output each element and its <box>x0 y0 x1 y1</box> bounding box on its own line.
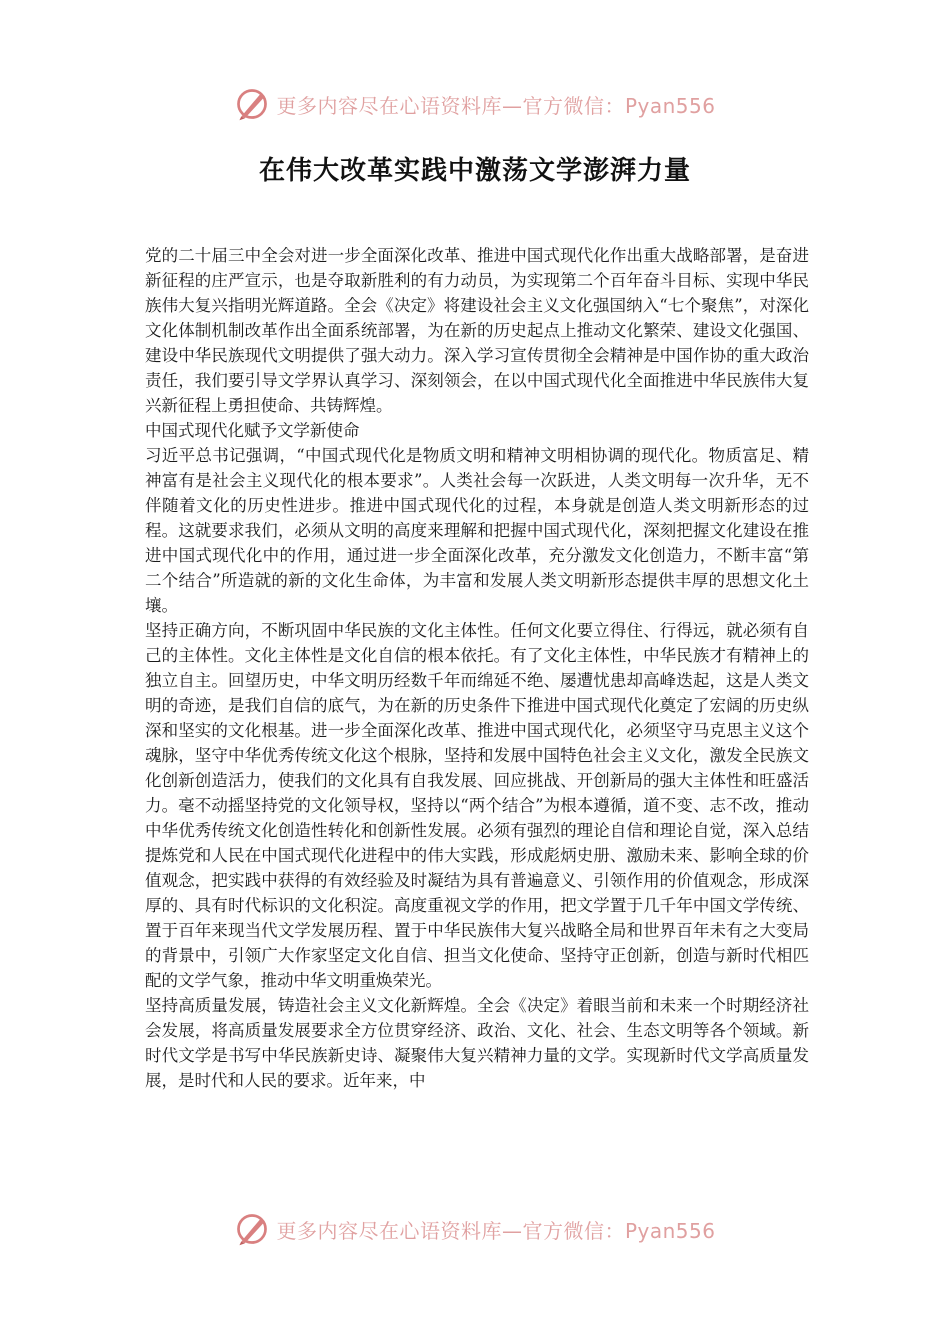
watermark-text: 更多内容尽在心语资料库—官方微信：Pyan556 <box>276 1218 716 1243</box>
watermark-footer <box>0 1207 950 1251</box>
paragraph: 坚持高质量发展，铸造社会主义文化新辉煌。全会《决定》着眼当前和未来一个时期经济社会发展，将高质量发展要求全方位贯穿经济、政治、文化、社会、生态文明等各个领域。新时代文学是书写中华民族新史诗、凝聚伟大复兴精神力量的文学。实现新时代文学高质量发展，是时代和人民的要求。近年来，中 <box>145 996 809 1090</box>
paragraph: 党的二十届三中全会对进一步全面深化改革、推进中国式现代化作出重大战略部署，是奋进新征程的庄严宣示，也是夺取新胜利的有力动员，为实现第二个百年奋斗目标、实现中华民族伟大复兴指明光辉道路。全会《决定》将建设社会主义文化强国纳入“七个聚焦”，对深化文化体制机制改革作出全面系统部署，为在新的历史起点上推动文化繁荣、建设文化强国、建设中华民族现代文明提供了强大动力。深入学习宣传贯彻全会精神是中国作协的重大政治责任，我们要引导文学界认真学习、深刻领会，在以中国式现代化全面推进中华民族伟大复兴新征程上勇担使命、共铸辉煌。 <box>145 246 809 415</box>
document-title: 在伟大改革实践中激荡文学澎湃力量 <box>258 156 691 186</box>
document-body <box>145 243 809 1093</box>
pen-in-circle-logo-icon <box>234 86 270 122</box>
paragraph: 习近平总书记强调，“中国式现代化是物质文明和精神文明相协调的现代化。物质富足、精神富有是社会主义现代化的根本要求”。人类社会每一次跃进，人类文明每一次升华，无不伴随着文化的历史性进步。推进中国式现代化的过程，本身就是创造人类文明新形态的过程。这就要求我们，必须从文明的高度来理解和把握中国式现代化，深刻把握文化建设在推进中国式现代化中的作用，通过进一步全面深化改革，充分激发文化创造力，不断丰富“第二个结合”所造就的新的文化生命体，为丰富和发展人类文明新形态提供丰厚的思想文化土壤。 <box>145 446 809 615</box>
watermark-text: 更多内容尽在心语资料库—官方微信：Pyan556 <box>276 93 716 118</box>
watermark-header <box>0 82 950 126</box>
paragraph: 坚持正确方向，不断巩固中华民族的文化主体性。任何文化要立得住、行得远，就必须有自己的主体性。文化主体性是文化自信的根本依托。有了文化主体性，中华民族才有精神上的独立自主。回望历史，中华文明历经数千年而绵延不绝、屡遭忧患却高峰迭起，这是人类文明的奇迹，是我们自信的底气，为在新的历史条件下推进中国式现代化奠定了宏阔的历史纵深和坚实的文化根基。进一步全面深化改革、推进中国式现代化，必须坚守马克思主义这个魂脉，坚守中华优秀传统文化这个根脉，坚持和发展中国特色社会主义文化，激发全民族文化创新创造活力，使我们的文化具有自我发展、回应挑战、开创新局的强大主体性和旺盛活力。毫不动摇坚持党的文化领导权，坚持以“两个结合”为根本遵循，道不变、志不改，推动中华优秀传统文化创造性转化和创新性发展。必须有强烈的理论自信和理论自觉，深入总结提炼党和人民在中国式现代化进程中的伟大实践，形成彪炳史册、激励未来、影响全球的价值观念，把实践中获得的有效经验及时凝结为具有普遍意义、引领作用的价值观念，形成深厚的、具有时代标识的文化积淀。高度重视文学的作用，把文学置于几千年中国文学传统、置于百年来现当代文学发展历程、置于中华民族伟大复兴战略全局和世界百年未有之大变局的背景中，引领广大作家坚定文化自信、担当文化使命、坚持守正创新，创造与新时代相匹配的文学气象，推动中华文明重焕荣光。 <box>145 621 809 990</box>
section-heading: 中国式现代化赋予文学新使命 <box>145 421 360 440</box>
pen-in-circle-logo-icon <box>234 1211 270 1247</box>
